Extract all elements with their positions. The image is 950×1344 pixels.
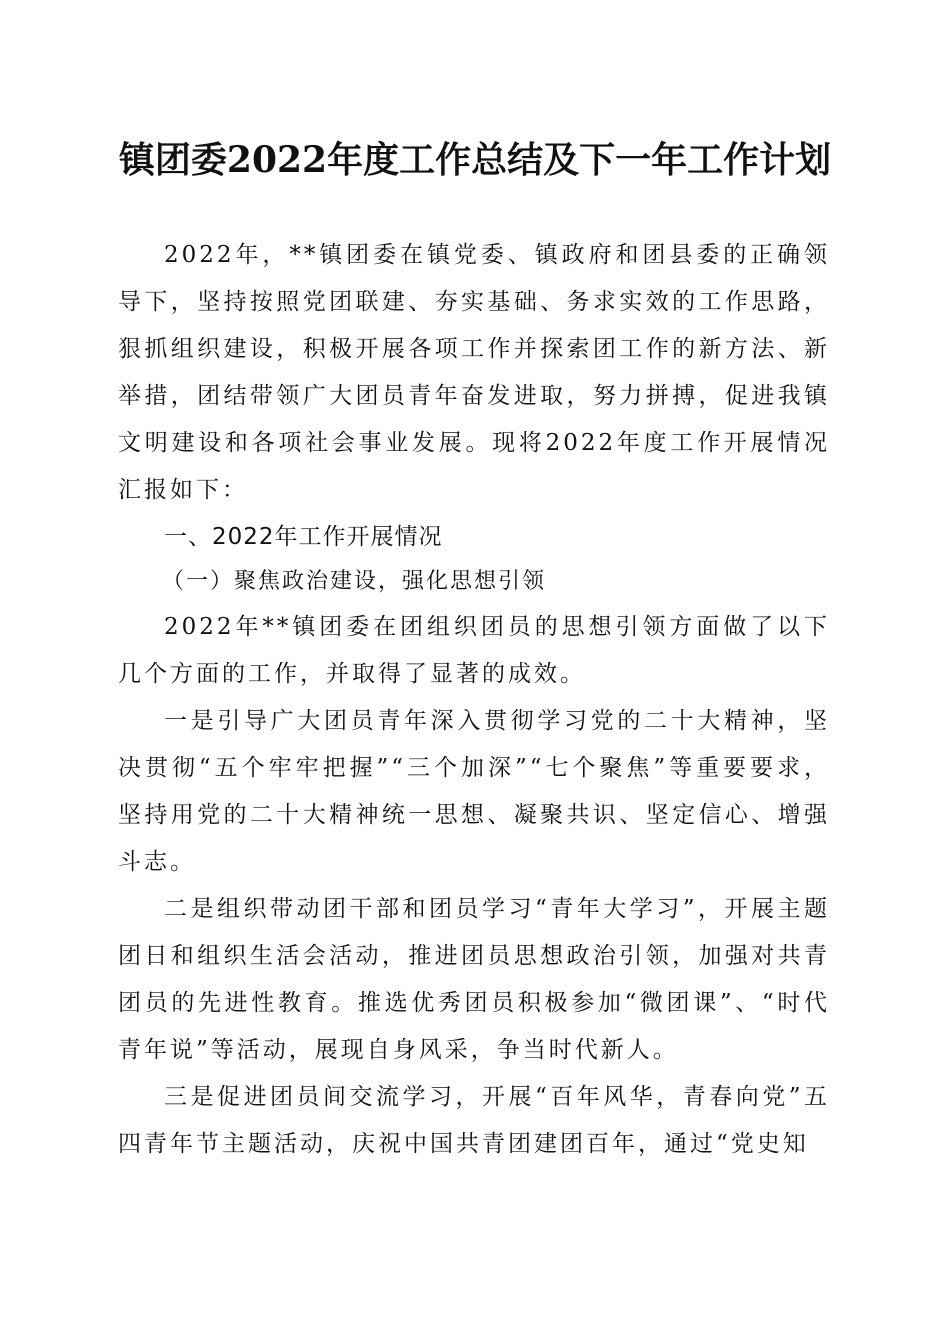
point-3-paragraph: 三是促进团员间交流学习，开展“百年风华，青春向党”五四青年节主题活动，庆祝中国共青团建团百年，通过“党史知 — [118, 1084, 830, 1157]
document-title: 镇团委2022年度工作总结及下一年工作计划 — [118, 139, 832, 181]
intro-paragraph: 2022年，**镇团委在镇党委、镇政府和团县委的正确领导下，坚持按照党团联建、夯实基础、务求实效的工作思路，狠抓组织建设，积极开展各项工作并探索团工作的新方法、新举措，团结带领广大团员青年奋发进取，努力拼搏，促进我镇文明建设和各项社会事业发展。现将2022年度工作开展情况汇报如下： — [118, 242, 830, 503]
document-body — [118, 232, 830, 1168]
section-heading-1: 一、2022年工作开展情况 — [164, 524, 443, 550]
subsection-1-intro: 2022年**镇团委在团组织团员的思想引领方面做了以下几个方面的工作，并取得了显著的成效。 — [118, 614, 830, 687]
subsection-heading-1: （一）聚焦政治建设，强化思想引领 — [162, 569, 547, 594]
point-2-paragraph: 二是组织带动团干部和团员学习“青年大学习”，开展主题团日和组织生活会活动，推进团员思想政治引领，加强对共青团员的先进性教育。推选优秀团员积极参加“微团课”、“时代青年说”等活动，展现自身风采，争当时代新人。 — [118, 896, 830, 1063]
point-1-paragraph: 一是引导广大团员青年深入贯彻学习党的二十大精神，坚决贯彻“五个牢牢把握”“三个加深”“七个聚焦”等重要要求，坚持用党的二十大精神统一思想、凝聚共识、坚定信心、增强斗志。 — [118, 708, 830, 875]
